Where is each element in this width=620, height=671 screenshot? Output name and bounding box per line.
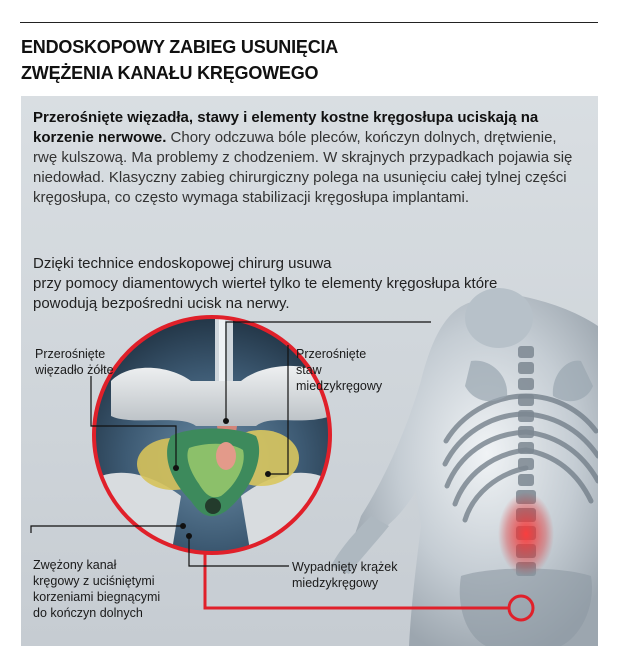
label-joint-line-2: staw	[296, 363, 322, 377]
pain-area-glow	[498, 492, 554, 576]
label-ligament	[35, 346, 114, 378]
technique-line-3: powodują bezpośredni ucisk na nerwy.	[33, 295, 290, 312]
page-title	[21, 34, 581, 86]
label-joint	[296, 346, 382, 394]
intro-lead: Przerośnięte więzadła, stawy i elementy kostne kręgosłupa uciskają na korzenie nerwowe.	[33, 109, 539, 146]
label-canal-line-4: do kończyn dolnych	[33, 606, 143, 620]
label-disc	[292, 559, 398, 591]
label-canal-line-1: Zwężony kanał	[33, 558, 117, 572]
label-canal	[33, 557, 160, 621]
label-joint-line-3: miedzykręgowy	[296, 379, 383, 393]
label-canal-line-2: kręgowy z uciśniętymi	[33, 574, 155, 588]
label-canal-line-3: korzeniami biegnącymi	[33, 590, 161, 604]
label-joint-line-1: Przerośnięte	[296, 347, 367, 361]
infographic-panel	[21, 96, 598, 646]
title-line-2: ZWĘŻENIA KANAŁU KRĘGOWEGO	[21, 63, 319, 83]
intro-body: Chory odczuwa bóle pleców, kończyn dolnych, drętwienie, rwę kulszową. Ma problemy z chodzeniem. W skrajnych przypadkach pojawia się niedowład. Klasyczny zabieg chirurgiczny polega na usunięciu całej tylnej części kręgosłupa, co często wymaga stabilizacji kręgosłupa implantami.	[33, 129, 573, 206]
technique-line-1: Dzięki technice endoskopowej chirurg usuwa	[33, 255, 332, 272]
label-disc-line-1: Wypadnięty krążek	[292, 560, 398, 574]
human-back-figure	[331, 288, 598, 646]
top-rule	[20, 22, 598, 23]
label-ligament-line-2: więzadło żółte	[35, 363, 114, 377]
technique-line-2: przy pomocy diamentowych wierteł tylko te elementy kręgosłupa które	[33, 275, 498, 292]
label-ligament-line-1: Przerośnięte	[35, 347, 106, 361]
title-line-1: ENDOSKOPOWY ZABIEG USUNIĘCIA	[21, 37, 339, 57]
label-disc-line-2: miedzykręgowy	[292, 576, 379, 590]
